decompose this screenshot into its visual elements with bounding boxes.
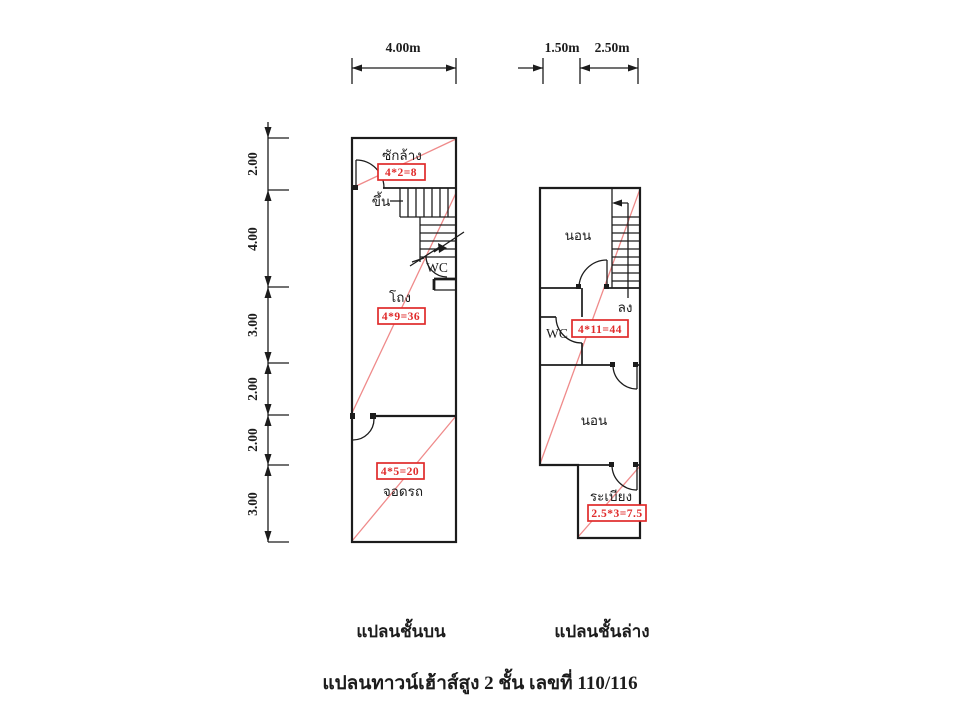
label-bedroom-top: นอน [564,228,592,243]
area-balcony: 2.5*3=7.5 [591,508,643,520]
area-laundry: 4*2=8 [384,167,418,179]
lower-plan-labels [546,228,632,504]
sheet-title: แปลนทาวน์เฮ้าส์สูง 2 ชั้น เลขที่ 110/116 [322,673,638,694]
label-balcony: ระเบียง [589,489,633,504]
upper-plan [350,138,464,542]
label-bedroom-bottom: นอน [580,413,608,428]
label-up: ขึ้น [371,194,391,209]
middle-wall-and-door [540,362,640,389]
upper-plan-area-tags [377,164,425,479]
top-dimension-lower-plan [518,40,638,84]
label-laundry: ซักล้าง [382,148,422,163]
label-down: ลง [617,300,633,315]
side-dim-5: 2.00 [245,428,260,452]
label-hall: โถง [388,290,412,305]
label-parking: จอดรถ [382,484,424,499]
area-hall: 4*9=36 [381,311,421,323]
dim-2-5m: 2.50m [594,40,630,55]
dim-4m: 4.00m [385,40,421,55]
label-wc-upper: WC [426,260,448,275]
area-floor: 4*11=44 [578,324,622,336]
side-dim-1: 2.00 [245,152,260,176]
caption-lower-plan: แปลนชั้นล่าง [554,622,650,641]
lower-plan-stairs [612,188,640,298]
side-dim-4: 2.00 [245,377,260,401]
side-dimension-column [245,122,289,542]
side-dim-3: 3.00 [245,313,260,337]
caption-upper-plan: แปลนชั้นบน [356,622,446,641]
side-dim-2: 4.00 [245,227,260,251]
side-dim-6: 3.00 [245,492,260,516]
top-dimension-upper-plan [352,40,456,84]
area-parking: 4*5=20 [380,466,420,478]
lower-plan [540,188,646,538]
captions [322,618,649,695]
label-wc-lower: WC [546,326,568,341]
dim-1-5m: 1.50m [544,40,580,55]
